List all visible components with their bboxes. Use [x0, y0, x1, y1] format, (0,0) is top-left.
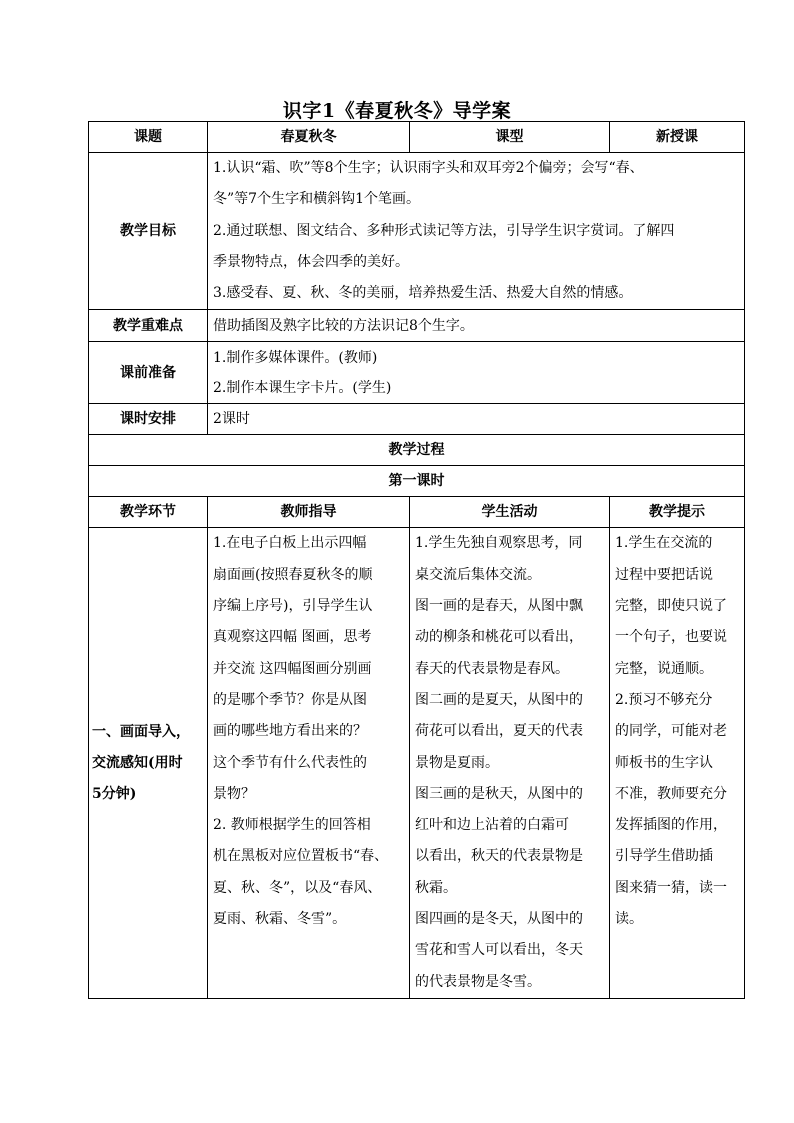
teaching-tips [610, 528, 745, 998]
column-header: 教学环节 [89, 497, 208, 528]
student-line: 桌交流后集体交流。 [415, 566, 541, 583]
student-line: 图三画的是秋天，从图中的 [415, 785, 583, 802]
student-line: 秋霜。 [415, 879, 457, 896]
objectives-row [89, 153, 745, 310]
tip-line: 过程中要把话说 [615, 566, 713, 583]
prep-line: 1.制作多媒体课件。(教师) [213, 349, 378, 366]
prep-row [89, 342, 745, 404]
prep-label: 课前准备 [89, 342, 208, 404]
lesson-heading: 第一课时 [89, 466, 745, 497]
student-line: 图一画的是春天，从图中飘 [415, 598, 583, 615]
teacher-line: 2. 教师根据学生的回答相 [213, 817, 371, 834]
tip-line: 师板书的生字认 [615, 754, 713, 771]
student-line: 1.学生先独自观察思考，同 [415, 535, 583, 552]
schedule-label: 课时安排 [89, 404, 208, 435]
lesson-plan-table [88, 121, 745, 999]
student-line: 红叶和边上沾着的白霜可 [415, 817, 569, 834]
objective-line: 2.通过联想、图文结合、多种形式读记等方法，引导学生识字赏词。了解四 [213, 222, 675, 239]
student-line: 春天的代表景物是春风。 [415, 660, 569, 677]
student-line: 以看出，秋天的代表景物是 [415, 848, 583, 865]
teacher-line: 画的哪些地方看出来的？ [213, 723, 367, 740]
topic-label: 课题 [89, 122, 208, 153]
tip-line: 引导学生借助插 [615, 848, 713, 865]
teacher-line: 夏雨、秋霜、冬雪”。 [213, 911, 347, 928]
student-line: 的代表景物是冬雪。 [415, 973, 541, 990]
stage1-label-line: 交流感知(用时 [92, 754, 183, 771]
student-line: 景物是夏雨。 [415, 754, 499, 771]
student-line: 动的柳条和桃花可以看出， [415, 629, 583, 646]
prep-line: 2.制作本课生字卡片。(学生) [213, 379, 392, 396]
schedule-value: 2课时 [208, 404, 745, 435]
column-header: 教师指导 [208, 497, 410, 528]
student-line: 图四画的是冬天，从图中的 [415, 911, 583, 928]
student-activity [410, 528, 610, 998]
keypoints-row [89, 310, 745, 342]
teacher-line: 这个季节有什么代表性的 [213, 754, 367, 771]
tip-line: 的同学，可能对老 [615, 723, 727, 740]
teacher-line: 并交流 这四幅图画分别画 [213, 660, 372, 677]
tip-line: 完整，说通顺。 [615, 660, 713, 677]
teacher-line: 1.在电子白板上出示四幅 [213, 535, 367, 552]
topic-row [89, 122, 745, 153]
teacher-line: 序编上序号)，引导学生认 [213, 598, 373, 615]
teacher-line: 机在黑板对应位置板书“春、 [213, 848, 389, 865]
tip-line: 2.预习不够充分 [615, 691, 713, 708]
student-line: 雪花和雪人可以看出，冬天 [415, 942, 583, 959]
student-line: 图二画的是夏天，从图中的 [415, 691, 583, 708]
lesson-heading-row [89, 466, 745, 497]
teacher-line: 景物？ [213, 785, 255, 802]
objective-line: 季景物特点，体会四季的美好。 [213, 253, 409, 270]
process-heading-row [89, 435, 745, 466]
stage1-label-line: 一、画面导入， [92, 723, 190, 740]
objectives-content [208, 153, 745, 310]
tip-line: 一个句子，也要说 [615, 629, 727, 646]
tip-line: 完整，即使只说了 [615, 598, 727, 615]
stage1-label [89, 528, 208, 998]
page-title: 识字1《春夏秋冬》导学案 [282, 100, 512, 122]
stage1-row [89, 528, 745, 998]
tip-line: 1.学生在交流的 [615, 535, 713, 552]
teacher-line: 夏、秋、冬”，以及“春风、 [213, 879, 382, 896]
objective-line: 冬”等7个生字和横斜钩1个笔画。 [213, 191, 420, 208]
topic-value: 春夏秋冬 [208, 122, 410, 153]
column-header: 教学提示 [610, 497, 745, 528]
prep-content [208, 342, 745, 404]
schedule-row [89, 404, 745, 435]
tip-line: 不准，教师要充分 [615, 785, 727, 802]
objective-line: 1.认识“霜、吹”等8个生字；认识雨字头和双耳旁2个偏旁；会写“春、 [213, 160, 644, 176]
keypoints-label: 教学重难点 [89, 310, 208, 342]
process-heading: 教学过程 [89, 435, 745, 466]
type-value: 新授课 [610, 122, 745, 153]
objective-line: 3.感受春、夏、秋、冬的美丽，培养热爱生活、热爱大自然的情感。 [213, 285, 633, 302]
stage1-label-line: 5分钟) [92, 785, 137, 802]
column-header-row [89, 497, 745, 528]
objectives-label: 教学目标 [89, 153, 208, 310]
teacher-line: 的是哪个季节？你是从图 [213, 691, 367, 708]
tip-line: 读。 [615, 911, 643, 928]
student-line: 荷花可以看出，夏天的代表 [415, 723, 583, 740]
teacher-line: 扇面画(按照春夏秋冬的顺 [213, 566, 373, 583]
tip-line: 图来猜一猜，读一 [615, 879, 727, 896]
column-header: 学生活动 [410, 497, 610, 528]
teacher-line: 真观察这四幅 图画，思考 [213, 629, 372, 646]
tip-line: 发挥插图的作用， [615, 817, 727, 834]
type-label: 课型 [410, 122, 610, 153]
teacher-guidance [208, 528, 410, 998]
keypoints-value: 借助插图及熟字比较的方法识记8个生字。 [208, 310, 745, 342]
